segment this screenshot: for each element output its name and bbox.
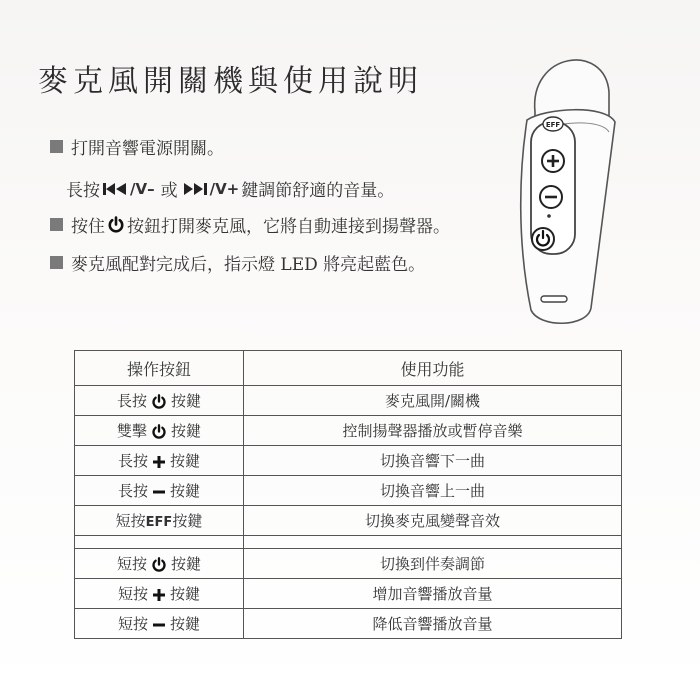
operation-cell (75, 579, 244, 609)
table-row (75, 446, 622, 476)
instruction-2-prefix: 長按 (66, 181, 100, 201)
operation-cell (75, 609, 244, 639)
key-label: 按鍵 (170, 585, 201, 603)
instruction-3-suffix: 按鈕打開麥克風，它將自動連接到揚聲器。 (127, 217, 450, 237)
table-row (75, 416, 622, 446)
press-type: 短按 (117, 585, 148, 603)
function-cell: 控制揚聲器播放或暫停音樂 (244, 416, 622, 446)
header-button: 操作按鈕 (75, 351, 244, 386)
key-label: 按鍵 (172, 512, 203, 530)
function-cell: 降低音響播放音量 (244, 609, 622, 639)
operations-table (74, 350, 622, 639)
instruction-1-text: 打開音響電源開關。 (71, 139, 224, 159)
key-label: 按鍵 (171, 422, 202, 440)
power-icon (107, 216, 125, 234)
press-type: 長按 (117, 452, 148, 470)
table-row (75, 579, 622, 609)
mic-charging-port (541, 296, 567, 302)
plus-icon (152, 455, 166, 469)
instruction-2-mid: 或 (160, 181, 178, 201)
power-icon (151, 394, 167, 410)
volume-down-label: /V– (130, 179, 155, 198)
press-type: 長按 (117, 482, 148, 500)
eff-label: EFF (145, 515, 173, 530)
key-label: 按鍵 (170, 452, 201, 470)
key-label: 按鍵 (170, 615, 201, 633)
instruction-4 (50, 250, 425, 275)
function-cell: 切換音響下一曲 (244, 446, 622, 476)
mic-led-indicator (547, 214, 551, 218)
bullet-square-icon (50, 218, 63, 231)
press-type: 長按 (116, 392, 147, 410)
press-type: 短按 (117, 615, 148, 633)
previous-track-icon (102, 182, 128, 196)
instruction-3 (50, 212, 450, 237)
press-type: 短按 (115, 512, 146, 530)
plus-icon (152, 588, 166, 602)
minus-icon (152, 485, 166, 499)
power-icon (151, 424, 167, 440)
function-cell: 切換到伴奏調節 (244, 549, 622, 579)
microphone-illustration (505, 32, 635, 332)
instruction-3-prefix: 按住 (71, 217, 105, 237)
minus-icon (152, 618, 166, 632)
bullet-square-icon (50, 140, 63, 153)
press-type: 短按 (116, 555, 147, 573)
function-cell: 麥克風開/關機 (244, 386, 622, 416)
table-row (75, 549, 622, 579)
table-row (75, 476, 622, 506)
table-header-row (75, 351, 622, 386)
operation-cell (75, 476, 244, 506)
instruction-4-text: 麥克風配對完成后，指示燈 LED 將亮起藍色。 (71, 255, 426, 275)
key-label: 按鍵 (171, 392, 202, 410)
operation-cell (75, 506, 244, 536)
function-cell: 切換音響上一曲 (244, 476, 622, 506)
table-row (75, 506, 622, 536)
mic-eff-label: EFF (545, 121, 561, 129)
volume-up-label: /V+ (209, 179, 240, 198)
operation-cell (75, 446, 244, 476)
instruction-2 (66, 176, 394, 201)
operation-cell (75, 416, 244, 446)
bullet-square-icon (50, 256, 63, 269)
next-track-icon (182, 182, 208, 196)
key-label: 按鍵 (171, 555, 202, 573)
operation-cell (75, 549, 244, 579)
table-row (75, 609, 622, 639)
table-spacer-row (75, 536, 622, 549)
press-type: 雙擊 (116, 422, 147, 440)
header-function: 使用功能 (244, 351, 622, 386)
instruction-2-suffix: 鍵調節舒適的音量。 (241, 181, 395, 201)
function-cell: 增加音響播放音量 (244, 579, 622, 609)
operation-cell (75, 386, 244, 416)
key-label: 按鍵 (170, 482, 201, 500)
table-row (75, 386, 622, 416)
page-title: 麥克風開關機與使用說明 (38, 64, 423, 100)
function-cell: 切換麥克風變聲音效 (244, 506, 622, 536)
instruction-1 (50, 134, 224, 159)
power-icon (151, 557, 167, 573)
